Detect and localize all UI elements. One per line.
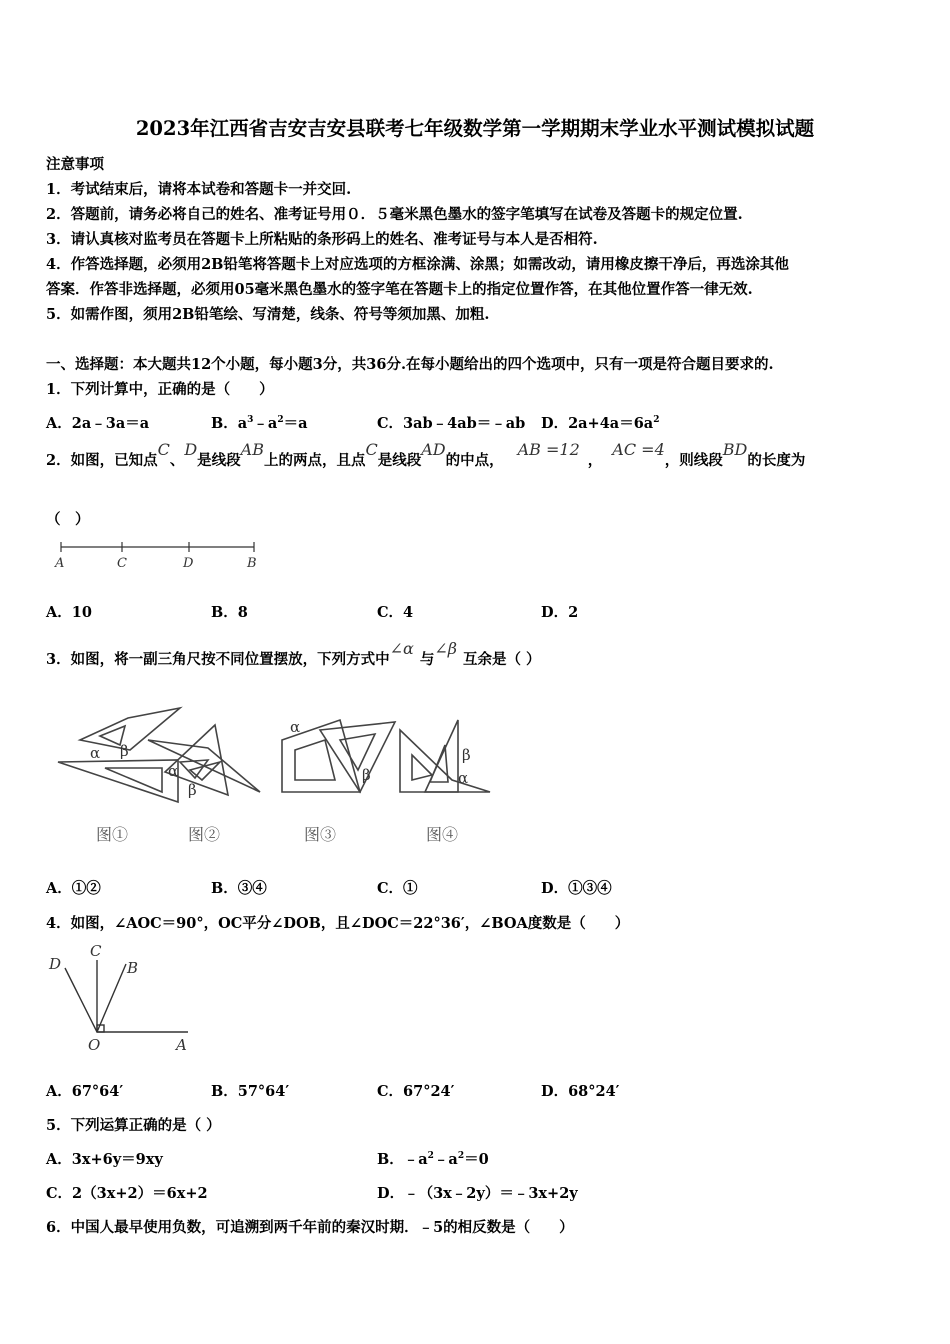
point-label-b: B [247, 556, 257, 571]
question-4-stem: 4．如图，∠AOC＝90°，OC平分∠DOB，且∠DOC＝22°36′，∠BOA度数是（ ） [46, 915, 630, 932]
beta-label: β [120, 742, 129, 760]
point-label-o: O [88, 1036, 101, 1054]
q1-option-a: A．2a﹣3a＝a [46, 415, 150, 432]
q4-option-c: C．67°24′ [377, 1083, 455, 1100]
beta-label: β [188, 781, 197, 799]
segment-figure [50, 535, 270, 575]
notice-item: 答案．作答非选择题，必须用05毫米黑色墨水的签字笔在答题卡上的指定位置作答，在其他位置作答一律无效. [46, 281, 753, 298]
point-label-c: C [117, 556, 127, 571]
angle-figure [40, 940, 200, 1055]
q1-option-b: B．$a^3﹣a^2=a$ [211, 415, 308, 432]
question-2-paren: （ ） [46, 511, 90, 528]
notice-item: 1．考试结束后，请将本试卷和答题卡一并交回. [46, 181, 352, 198]
q3-option-c: C．① [377, 880, 418, 897]
question-3-stem: 3．如图，将一副三角尺按不同位置摆放，下列方式中∠α与∠β互余是（ ） [46, 639, 541, 668]
figure-caption-2: 图② [188, 825, 221, 844]
q4-option-d: D．68°24′ [541, 1083, 620, 1100]
question-6-stem: 6．中国人最早使用负数，可追溯到两千年前的秦汉时期．﹣5的相反数是（ ） [46, 1219, 574, 1236]
notice-heading: 注意事项 [46, 156, 104, 173]
question-1-stem: 1．下列计算中，正确的是（ ） [46, 381, 274, 398]
notice-item: 2．答题前，请务必将自己的姓名、准考证号用０．５毫米黑色墨水的签字笔填写在试卷及答题卡的规定位置. [46, 206, 743, 223]
q5-option-c: C．2（3x+2）＝6x+2 [46, 1185, 208, 1202]
q3-option-d: D．①③④ [541, 880, 612, 897]
page-title: 2023年江西省吉安吉安县联考七年级数学第一学期期末学业水平测试模拟试题 [135, 117, 815, 140]
question-2-stem: 2．如图，已知点C、D是线段AB上的两点，且点C是线段AD的中点，AB =12，AC =4，则线段BD的长度为 [46, 440, 806, 469]
notice-item: 4．作答选择题，必须用2B铅笔将答题卡上对应选项的方框涂满、涂黑；如需改动，请用橡皮擦干净后，再选涂其他 [46, 256, 789, 273]
figure-caption-3: 图③ [304, 825, 337, 844]
alpha-label: α [168, 762, 179, 780]
q3-option-b: B．③④ [211, 880, 267, 897]
section-heading: 一、选择题：本大题共12个小题，每小题3分，共36分.在每小题给出的四个选项中，只有一项是符合题目要求的. [46, 356, 774, 373]
q1-option-c: C．3ab﹣4ab＝﹣ab [377, 415, 526, 432]
point-label-d: D [183, 556, 194, 571]
q3-option-a: A．①② [46, 880, 101, 897]
alpha-label: α [90, 744, 101, 762]
notice-item: 5．如需作图，须用2B铅笔绘、写清楚，线条、符号等须加黑、加粗. [46, 306, 490, 323]
point-label-d: D [49, 955, 62, 973]
q5-option-b: B．$﹣a^2﹣a^2=0$ [377, 1151, 489, 1168]
q4-option-b: B．57°64′ [211, 1083, 290, 1100]
point-label-a: A [55, 556, 65, 571]
q2-option-d: D．2 [541, 604, 579, 621]
q2-option-c: C．4 [377, 604, 414, 621]
point-label-a: A [176, 1036, 187, 1054]
q5-option-d: D．﹣（3x﹣2y）＝﹣3x+2y [377, 1185, 578, 1202]
question-5-stem: 5．下列运算正确的是（ ） [46, 1117, 221, 1134]
q2-option-b: B．8 [211, 604, 248, 621]
q4-option-a: A．67°64′ [46, 1083, 124, 1100]
beta-label: β [462, 746, 471, 764]
q5-option-a: A．3x+6y＝9xy [46, 1151, 163, 1168]
figure-caption-4: 图④ [426, 825, 459, 844]
alpha-label: α [290, 718, 301, 736]
alpha-label: α [458, 769, 469, 787]
notice-item: 3．请认真核对监考员在答题卡上所粘贴的条形码上的姓名、准考证号与本人是否相符. [46, 231, 598, 248]
set-squares-figure [50, 700, 500, 850]
q1-option-d: D．$2a+4a=6a^2$ [541, 415, 660, 432]
figure-caption-1: 图① [96, 825, 129, 844]
q2-option-a: A．10 [46, 604, 92, 621]
beta-label: β [362, 766, 371, 784]
point-label-c: C [90, 942, 102, 960]
point-label-b: B [127, 959, 139, 977]
